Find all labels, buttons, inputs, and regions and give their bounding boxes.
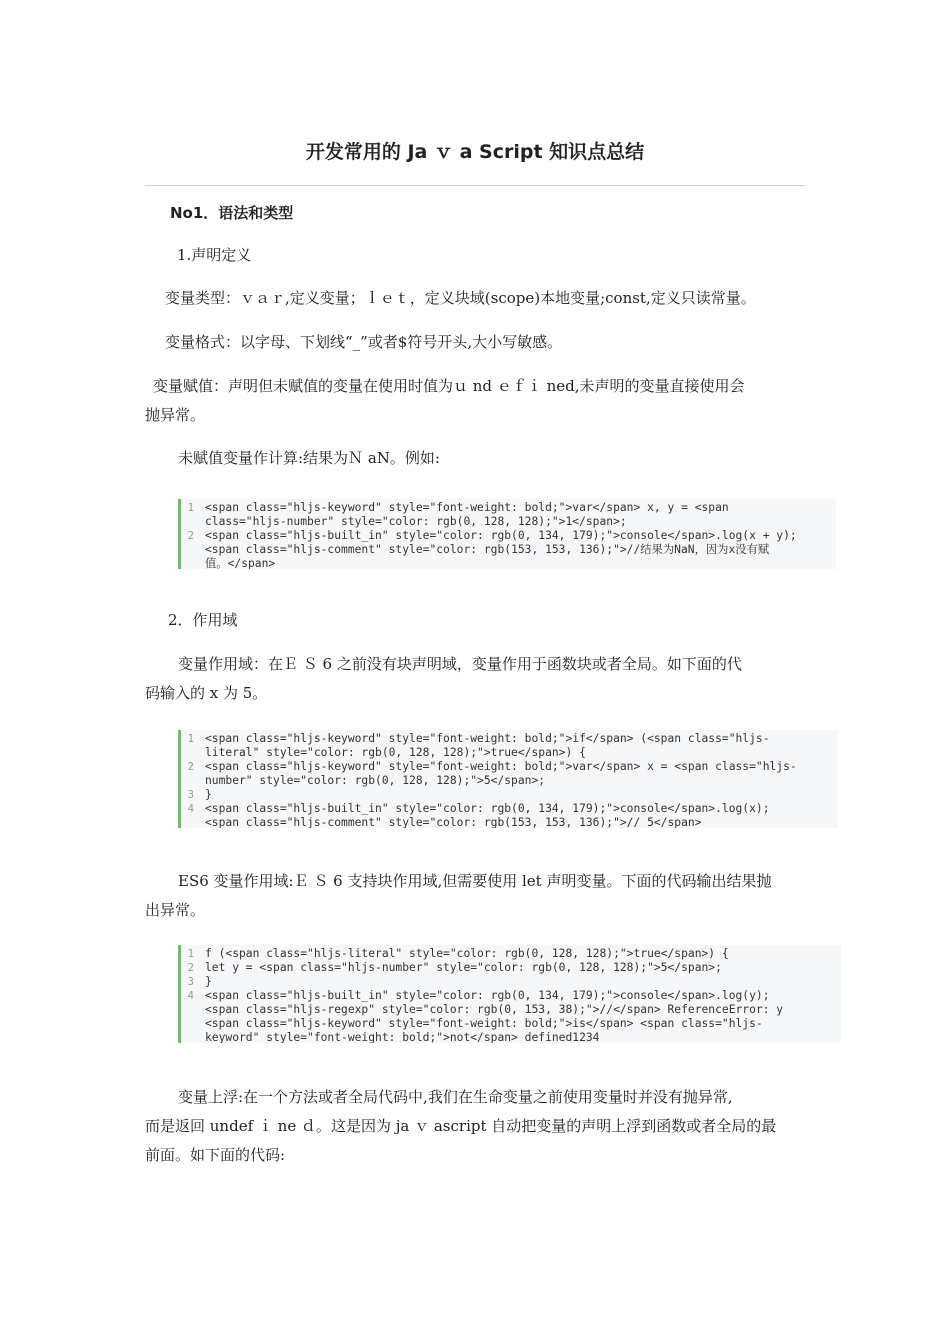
code-block-3 (178, 945, 841, 1043)
code-line: <span class="hljs-built_in" style="color: rgb(0, 134, 179);">console</span>.log(x + y); (205, 529, 797, 542)
paragraph-es6-scope-2: 出异常。 (145, 901, 206, 919)
code-line: number" style="color: rgb(0, 128, 128);">5</span>; (205, 774, 546, 787)
section-heading: No1．语法和类型 (170, 204, 294, 222)
paragraph-hoisting-3: 前面。如下面的代码: (145, 1146, 286, 1164)
code-line-number: 3 (187, 789, 194, 801)
code-line: <span class="hljs-keyword" style="font-weight: bold;">var</span> x = <span class="hljs- (205, 760, 797, 773)
title-divider (145, 185, 806, 186)
paragraph-nan: 未赋值变量作计算:结果为Ｎ aN。例如: (178, 449, 440, 467)
code-line-number: 1 (187, 733, 194, 745)
paragraph-variable-types: 变量类型：ｖａｒ,定义变量；ｌｅｔ，定义块域(scope)本地变量;const,定义只读常量。 (165, 289, 756, 307)
code-line: } (205, 788, 212, 801)
code-line: 值。</span> (205, 557, 276, 569)
code-line-number: 2 (187, 962, 194, 974)
code-line-number: 3 (187, 976, 194, 988)
code-line: <span class="hljs-built_in" style="color: rgb(0, 134, 179);">console</span>.log(y); (205, 989, 770, 1002)
code-line-number: 4 (187, 990, 194, 1002)
code-line: literal" style="color: rgb(0, 128, 128);">true</span>) { (205, 746, 586, 759)
paragraph-scope-1: 变量作用域：在Ｅ Ｓ 6 之前没有块声明域，变量作用于函数块或者全局。如下面的代 (178, 655, 742, 673)
code-line: <span class="hljs-regexp" style="color: rgb(0, 153, 38);">//</span> ReferenceError: y (205, 1003, 784, 1016)
paragraph-variable-assign-1: 变量赋值：声明但未赋值的变量在使用时值为ｕ nd ｅｆｉ ned,未声明的变量直接使用会 (153, 377, 745, 395)
code-line: } (205, 975, 212, 988)
code-line: <span class="hljs-built_in" style="color: rgb(0, 134, 179);">console</span>.log(x); (205, 802, 770, 815)
paragraph-scope-2: 码输入的 x 为 5。 (145, 684, 268, 702)
code-line-number: 1 (187, 502, 194, 514)
paragraph-hoisting-2: 而是返回 undef ｉ ne ｄ。这是因为 ja ｖ ascript 自动把变量的声明上浮到函数或者全局的最 (145, 1117, 777, 1135)
code-line-number: 1 (187, 948, 194, 960)
code-block-1 (178, 499, 836, 569)
code-line-number: 2 (187, 761, 194, 773)
paragraph-hoisting-1: 变量上浮:在一个方法或者全局代码中,我们在生命变量之前使用变量时并没有抛异常, (178, 1088, 733, 1106)
code-line: let y = <span class="hljs-number" style="color: rgb(0, 128, 128);">5</span>; (205, 961, 722, 974)
subheading-scope: 2．作用域 (168, 611, 238, 629)
paragraph-es6-scope-1: ES6 变量作用域:Ｅ Ｓ 6 支持块作用域,但需要使用 let 声明变量。下面的代码输出结果抛 (178, 872, 772, 890)
document-title: 开发常用的 Ja ｖ a Script 知识点总结 (305, 141, 645, 163)
code-line: class="hljs-number" style="color: rgb(0, 128, 128);">1</span>; (205, 515, 627, 528)
code-line: <span class="hljs-keyword" style="font-weight: bold;">if</span> (<span class="hljs- (205, 732, 770, 745)
code-line: f (<span class="hljs-literal" style="color: rgb(0, 128, 128);">true</span>) { (205, 947, 729, 960)
code-line-number: 4 (187, 803, 194, 815)
code-line: <span class="hljs-keyword" style="font-weight: bold;">var</span> x, y = <span (205, 501, 729, 514)
code-line-number: 2 (187, 530, 194, 542)
code-line: <span class="hljs-comment" style="color: rgb(153, 153, 136);">// 5</span> (205, 816, 702, 828)
paragraph-variable-format: 变量格式：以字母、下划线“_”或者$符号开头,大小写敏感。 (165, 333, 563, 351)
subheading-declaration: 1.声明定义 (177, 246, 252, 264)
code-block-2 (178, 730, 838, 828)
code-line: <span class="hljs-comment" style="color: rgb(153, 153, 136);">//结果为NaN，因为x没有赋 (205, 543, 770, 556)
paragraph-variable-assign-2: 抛异常。 (145, 406, 206, 424)
code-line: keyword" style="font-weight: bold;">not</span> defined1234 (205, 1031, 600, 1043)
code-line: <span class="hljs-keyword" style="font-weight: bold;">is</span> <span class="hljs- (205, 1017, 763, 1030)
